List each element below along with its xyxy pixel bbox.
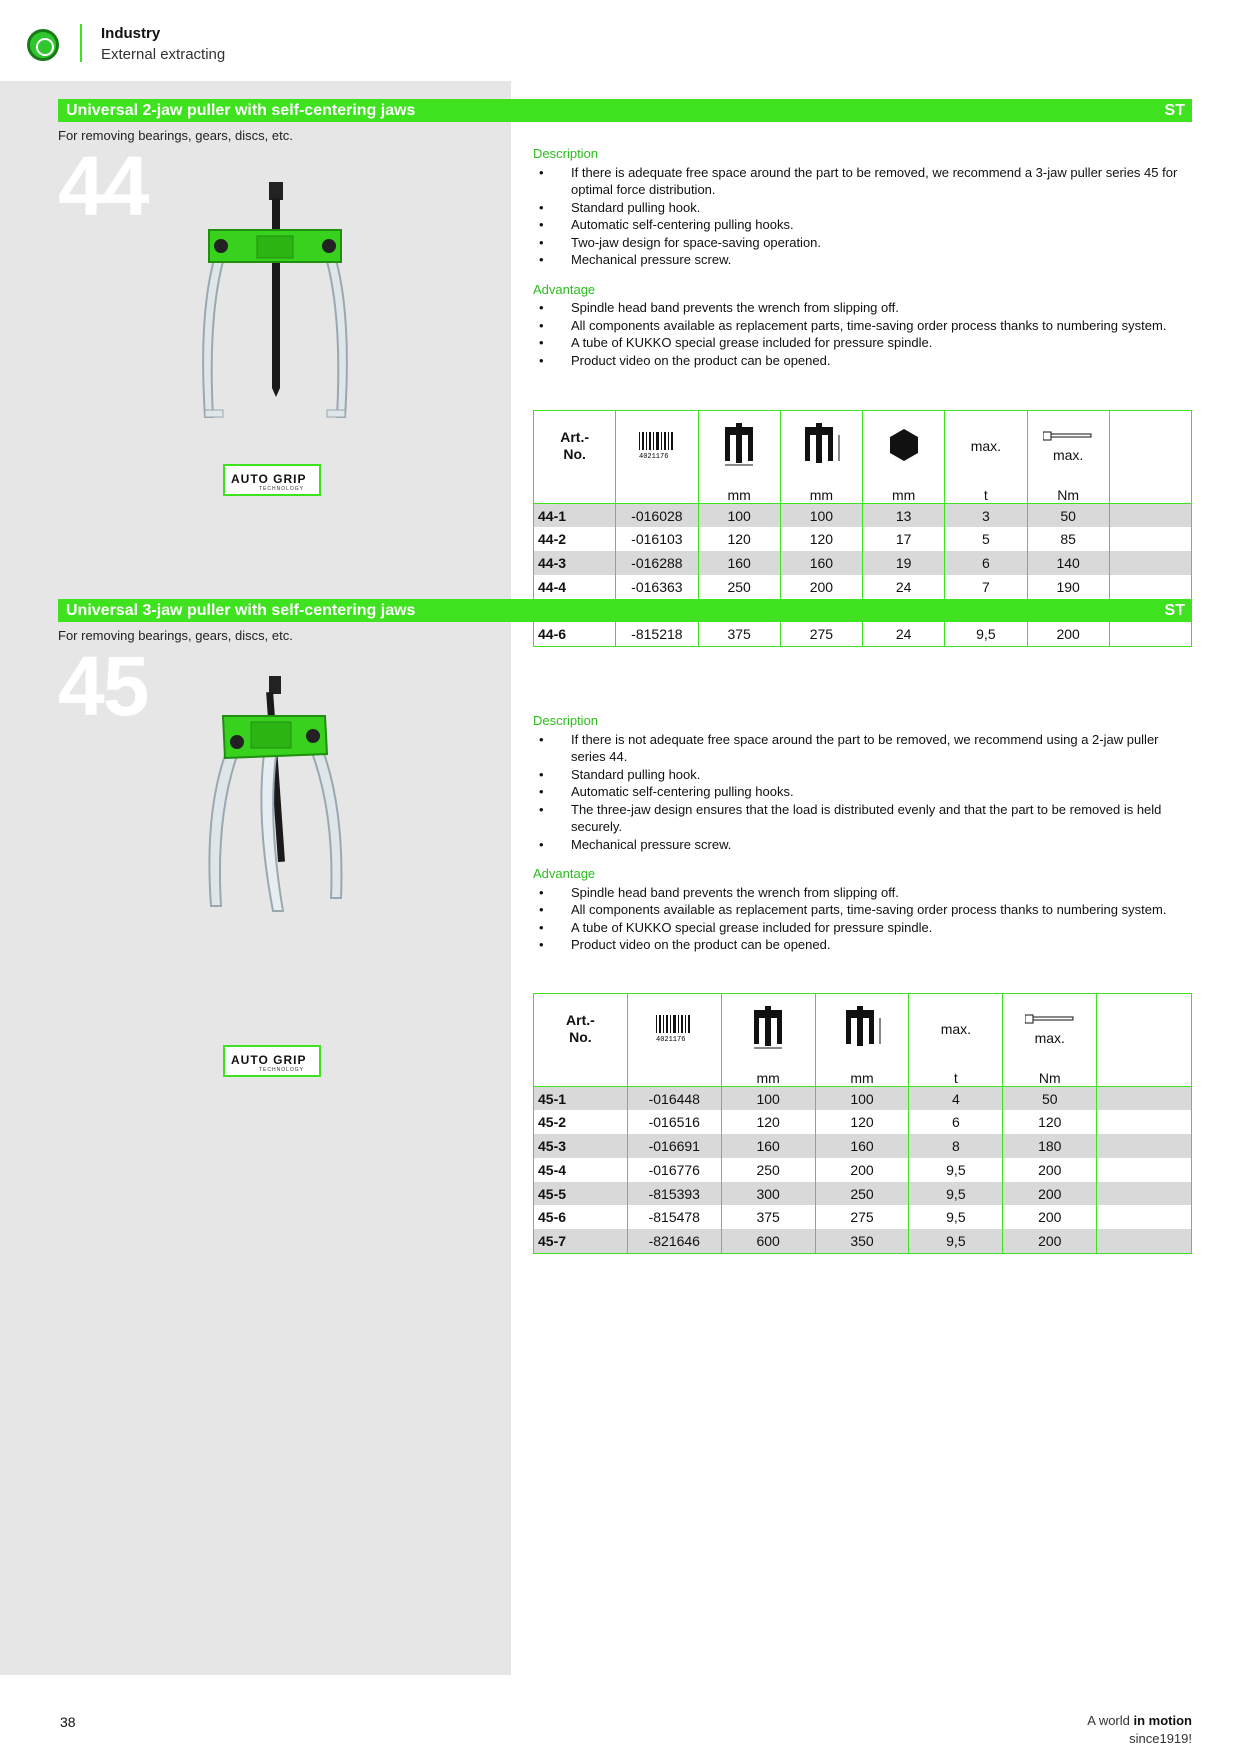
- svg-text:4021176: 4021176: [638, 452, 669, 459]
- art-no-header: Art.- No.: [534, 994, 628, 1065]
- list-item: • Standard pulling hook.: [533, 766, 1193, 784]
- table-cell: 100: [721, 1087, 815, 1111]
- st-tag: ST: [1164, 602, 1185, 619]
- table-cell: -016103: [616, 527, 698, 551]
- table-cell: 24: [863, 622, 945, 646]
- autogrip-badge: AUTO GRIP TECHNOLOGY: [223, 1045, 321, 1077]
- max-force-header: max.: [909, 994, 1003, 1065]
- table-cell: 6: [945, 551, 1027, 575]
- article-number: 45-5: [534, 1182, 628, 1206]
- table-cell: 160: [721, 1134, 815, 1158]
- table-cell: 9,5: [909, 1205, 1003, 1229]
- table-cell: 9,5: [909, 1182, 1003, 1206]
- unit-cell: mm: [698, 482, 780, 504]
- unit-cell: mm: [721, 1065, 815, 1087]
- jaw-depth-icon: [780, 411, 862, 482]
- article-number: 45-3: [534, 1134, 628, 1158]
- jaw-spread-icon: [721, 994, 815, 1065]
- header-divider: [80, 24, 82, 62]
- table-row: [534, 575, 1192, 599]
- table-cell: 275: [815, 1205, 909, 1229]
- series-number: 45: [58, 639, 148, 733]
- unit-cell: t: [909, 1065, 1003, 1087]
- spec-table-45: [533, 993, 1192, 1254]
- table-row: [534, 1134, 1192, 1158]
- table-cell: 160: [780, 551, 862, 575]
- text-block-45: [533, 712, 1193, 954]
- description-heading: Description: [533, 713, 599, 728]
- table-cell: 250: [721, 1158, 815, 1182]
- list-item: • Spindle head band prevents the wrench from slipping off.: [533, 299, 1193, 317]
- list-item: • Spindle head band prevents the wrench from slipping off.: [533, 884, 1193, 902]
- header-subtitle: External extracting: [101, 46, 226, 63]
- list-item: • All components available as replacement parts, time-saving order process thanks to numbering system.: [533, 317, 1193, 335]
- table-cell: -016363: [616, 575, 698, 599]
- article-number: 44-1: [534, 504, 616, 528]
- table-cell: 275: [780, 622, 862, 646]
- max-torque-header: max.: [1027, 411, 1109, 482]
- list-item: • Mechanical pressure screw.: [533, 251, 1193, 269]
- table-row: [534, 527, 1192, 551]
- article-number: 45-2: [534, 1110, 628, 1134]
- unit-cell: mm: [815, 1065, 909, 1087]
- max-torque-header: max.: [1003, 994, 1097, 1065]
- unit-cell: mm: [780, 482, 862, 504]
- article-number: 44-6: [534, 622, 616, 646]
- table-cell: 120: [780, 527, 862, 551]
- table-cell: 190: [1027, 575, 1109, 599]
- list-item: • Product video on the product can be opened.: [533, 936, 1193, 954]
- table-cell: 160: [815, 1134, 909, 1158]
- table-row: [534, 1229, 1192, 1253]
- table-row: [534, 504, 1192, 528]
- table-cell: 200: [1003, 1205, 1097, 1229]
- description-heading: Description: [533, 146, 599, 161]
- article-number: 45-4: [534, 1158, 628, 1182]
- section-banner-45: [58, 599, 1192, 622]
- section-title: Universal 2-jaw puller with self-centering jaws: [66, 102, 416, 119]
- list-item: • A tube of KUKKO special grease included for pressure spindle.: [533, 334, 1193, 352]
- description-list: [533, 731, 1193, 854]
- list-item: • Product video on the product can be opened.: [533, 352, 1193, 370]
- st-tag: ST: [1164, 102, 1185, 119]
- unit-cell: mm: [863, 482, 945, 504]
- unit-cell: Nm: [1027, 482, 1109, 504]
- table-row: [534, 622, 1192, 646]
- table-cell: 9,5: [945, 622, 1027, 646]
- table-cell: 13: [863, 504, 945, 528]
- table-cell: 375: [721, 1205, 815, 1229]
- table-cell: 24: [863, 575, 945, 599]
- table-cell: 300: [721, 1182, 815, 1206]
- table-row: [534, 1205, 1192, 1229]
- article-number: 45-7: [534, 1229, 628, 1253]
- table-cell: 120: [698, 527, 780, 551]
- table-cell: 50: [1003, 1087, 1097, 1111]
- table-cell: 17: [863, 527, 945, 551]
- table-row: [534, 1087, 1192, 1111]
- table-cell: 200: [1003, 1182, 1097, 1206]
- table-cell: 375: [698, 622, 780, 646]
- article-number: 44-4: [534, 575, 616, 599]
- table-row: [534, 1182, 1192, 1206]
- table-cell: 3: [945, 504, 1027, 528]
- table-cell: 100: [815, 1087, 909, 1111]
- table-cell: 120: [815, 1110, 909, 1134]
- header-title: Industry: [101, 25, 161, 42]
- table-cell: 7: [945, 575, 1027, 599]
- table-cell: 4: [909, 1087, 1003, 1111]
- list-item: • If there is adequate free space around the part to be removed, we recommend a 3-jaw puller series 45 for optimal force distribution.: [533, 164, 1193, 199]
- table-cell: 19: [863, 551, 945, 575]
- kukko-logo: [27, 29, 59, 61]
- svg-text:4021176: 4021176: [656, 1035, 686, 1042]
- section-title: Universal 3-jaw puller with self-centering jaws: [66, 602, 416, 619]
- jaw-depth-icon: [815, 994, 909, 1065]
- footer-tagline: A world in motion since1919!: [1087, 1713, 1192, 1746]
- table-cell: -016448: [627, 1087, 721, 1111]
- table-cell: -815478: [627, 1205, 721, 1229]
- list-item: • Automatic self-centering pulling hooks.: [533, 783, 1193, 801]
- table-cell: -016028: [616, 504, 698, 528]
- table-cell: -815393: [627, 1182, 721, 1206]
- advantage-heading: Advantage: [533, 866, 596, 881]
- hex-icon: [863, 411, 945, 482]
- table-cell: -016776: [627, 1158, 721, 1182]
- autogrip-badge: AUTO GRIP TECHNOLOGY: [223, 464, 321, 496]
- table-cell: 6: [909, 1110, 1003, 1134]
- list-item: • The three-jaw design ensures that the load is distributed evenly and that the part to be removed is held securely.: [533, 801, 1193, 836]
- table-cell: 9,5: [909, 1229, 1003, 1253]
- table-row: [534, 1110, 1192, 1134]
- advantage-list: [533, 884, 1193, 954]
- table-cell: -016691: [627, 1134, 721, 1158]
- barcode-icon: [627, 994, 721, 1065]
- advantage-heading: Advantage: [533, 281, 596, 297]
- table-cell: 600: [721, 1229, 815, 1253]
- table-cell: 250: [698, 575, 780, 599]
- list-item: • All components available as replacement parts, time-saving order process thanks to numbering system.: [533, 901, 1193, 919]
- table-cell: 140: [1027, 551, 1109, 575]
- table-cell: 50: [1027, 504, 1109, 528]
- jaw-spread-icon: [698, 411, 780, 482]
- table-cell: -821646: [627, 1229, 721, 1253]
- article-number: 44-3: [534, 551, 616, 575]
- section-banner-44: [58, 99, 1192, 122]
- table-cell: 180: [1003, 1134, 1097, 1158]
- unit-cell: t: [945, 482, 1027, 504]
- table-cell: 200: [1003, 1158, 1097, 1182]
- table-cell: 200: [815, 1158, 909, 1182]
- section-intro: For removing bearings, gears, discs, etc.: [58, 128, 293, 143]
- max-force-header: max.: [945, 411, 1027, 482]
- article-number: 45-6: [534, 1205, 628, 1229]
- list-item: • Automatic self-centering pulling hooks.: [533, 216, 1193, 234]
- table-cell: 100: [780, 504, 862, 528]
- section-intro: For removing bearings, gears, discs, etc.: [58, 628, 293, 643]
- art-no-header: Art.- No.: [534, 411, 616, 482]
- table-cell: 100: [698, 504, 780, 528]
- table-cell: 85: [1027, 527, 1109, 551]
- table-cell: 200: [1003, 1229, 1097, 1253]
- table-row: [534, 1158, 1192, 1182]
- table-cell: 250: [815, 1182, 909, 1206]
- description-list: [533, 164, 1193, 269]
- list-item: • If there is not adequate free space around the part to be removed, we recommend using a 2-jaw puller series 44.: [533, 731, 1193, 766]
- series-number: 44: [58, 139, 148, 233]
- table-cell: -815218: [616, 622, 698, 646]
- table-cell: 9,5: [909, 1158, 1003, 1182]
- table-cell: 350: [815, 1229, 909, 1253]
- unit-cell: Nm: [1003, 1065, 1097, 1087]
- article-number: 44-2: [534, 527, 616, 551]
- article-number: 45-1: [534, 1087, 628, 1111]
- table-cell: 200: [780, 575, 862, 599]
- table-cell: 120: [721, 1110, 815, 1134]
- table-cell: 200: [1027, 622, 1109, 646]
- table-cell: 120: [1003, 1110, 1097, 1134]
- advantage-list: [533, 299, 1193, 369]
- list-item: • Standard pulling hook.: [533, 199, 1193, 217]
- two-jaw-puller-image: [195, 182, 355, 422]
- list-item: • Two-jaw design for space-saving operation.: [533, 234, 1193, 252]
- table-cell: -016288: [616, 551, 698, 575]
- table-row: [534, 551, 1192, 575]
- table-cell: 160: [698, 551, 780, 575]
- table-cell: 5: [945, 527, 1027, 551]
- list-item: • A tube of KUKKO special grease included for pressure spindle.: [533, 919, 1193, 937]
- text-block-44: [533, 145, 1193, 369]
- three-jaw-puller-image: [195, 676, 355, 916]
- page-number: 38: [60, 1714, 76, 1730]
- list-item: • Mechanical pressure screw.: [533, 836, 1193, 854]
- table-cell: -016516: [627, 1110, 721, 1134]
- barcode-icon: [616, 411, 698, 482]
- table-cell: 8: [909, 1134, 1003, 1158]
